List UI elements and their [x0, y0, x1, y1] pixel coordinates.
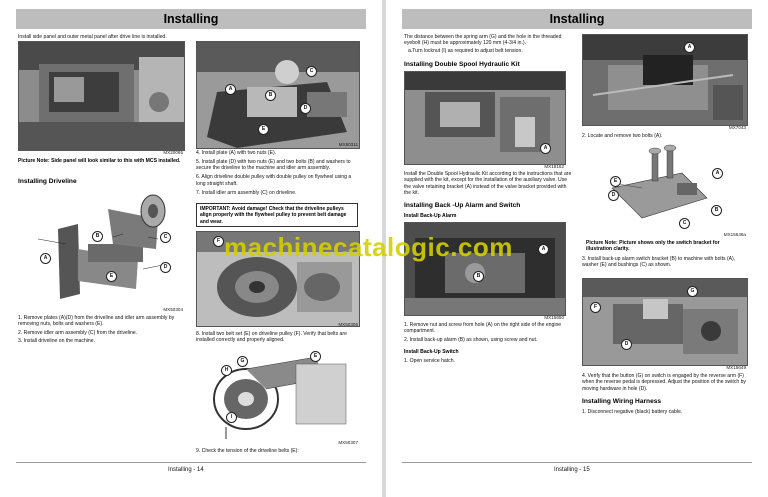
right-page-footer: Installing - 15 [554, 467, 590, 473]
switch-step-4: 4. Verify that the button (G) on switch is engaged by the reverse arm (F) when the reverse pedal is depressed. Adjust the position of the switch by moving hardware in hole (D). [582, 373, 746, 392]
alarm-step-1: 1. Remove nut and screw from hole (A) on the right side of the engine compartment. [404, 322, 562, 335]
left-steps-1-3 [18, 315, 183, 345]
img3-callout-b: B [265, 90, 276, 101]
img10-callout-d: D [621, 339, 632, 350]
switch-step-3: 3. Install back-up alarm switch bracket (B) to machine with bolts (A), washer (E) and bushings (C) as shown. [582, 256, 736, 269]
img5-callout-g: G [237, 356, 248, 367]
driveline-diagram [18, 189, 183, 306]
alarm-steps [404, 322, 574, 343]
wiring-step-1: 1. Disconnect negative (black) battery cable. [582, 409, 683, 415]
spool-instructions: Install the Double Spool Hydraulic Kit according to the instructions that are supplied with the kit, except for the installation of the auxiliary valve. Use the valve retaining bracket (A) instead of the valve bracket provided with the kit. [404, 171, 572, 197]
img1-picture-note: Picture Note: Side panel will look similar to this with MCS installed. [18, 158, 181, 164]
img2-callout-a: A [40, 253, 51, 264]
install-alarm-subhead: Install Back-Up Alarm [404, 213, 457, 219]
wiring-harness-heading: Installing Wiring Harness [582, 398, 662, 405]
img5-callout-i: I [226, 412, 237, 423]
img3-caption: MX50311 [338, 142, 358, 147]
step-8: 8. Install two belt set (E) on driveline pulley (F). Verify that belts are installed correctly and properly aligned. [196, 331, 347, 344]
img10-caption: MX15649 [726, 365, 746, 370]
switch-bracket-diagram [582, 143, 746, 231]
belt-tension-diagram [196, 349, 358, 439]
installing-driveline-heading: Installing Driveline [18, 178, 77, 185]
img9-callout-d: D [608, 190, 619, 201]
left-footer-divider [16, 462, 366, 463]
img2-callout-d: D [160, 262, 171, 273]
img2-callout-b: B [92, 231, 103, 242]
img9-callout-c: C [679, 218, 690, 229]
img10-callout-g: G [687, 286, 698, 297]
img5-callout-e: E [310, 351, 321, 362]
step-5: 5. Install plate (D) with two nuts (E) and two bolts (B) and washers to secure the driveline to the machine and idler arm assembly. [196, 158, 351, 172]
important-notice: IMPORTANT: Avoid damage! Check that the driveline pulleys align properly with the flywheel pulley to prevent belt damage and wear. [196, 203, 358, 227]
img9-picture-note: Picture Note: Picture shows only the switch bracket for illustration clarity. [586, 240, 720, 253]
right-intro-text: The distance between the spring arm (G) and the hole in the threaded eyebolt (H) must be approximately 120 mm (4-3/4 in.). [404, 34, 562, 47]
plate-install-photo [196, 41, 360, 149]
img10-callout-f: F [590, 302, 601, 313]
img7-callout-b: B [473, 271, 484, 282]
img2-callout-e: E [106, 271, 117, 282]
step-1: 1. Remove plates (A)(D) from the driveline and idler arm assembly by removing nuts, bolts and washers (E). [18, 315, 175, 328]
step-9: 9. Check the tension of the driveline belts (E): [196, 448, 299, 454]
img9-callout-e: E [610, 176, 621, 187]
img4-callout-f: F [213, 236, 224, 247]
img7-caption: MX15650 [544, 315, 564, 320]
img9-caption: MX15648a [723, 232, 746, 237]
img9-callout-a: A [712, 168, 723, 179]
double-spool-heading: Installing Double Spool Hydraulic Kit [404, 61, 520, 68]
service-hatch-photo [582, 34, 748, 126]
left-page-footer: Installing - 14 [168, 467, 204, 473]
left-intro-text: Install side panel and outer metal panel after drive line is installed. [18, 34, 167, 40]
side-panel-photo [18, 41, 185, 151]
img3-callout-c: C [306, 66, 317, 77]
img6-caption: MX18162 [544, 164, 564, 169]
watermark-text: machinecatalogic.com [224, 232, 513, 262]
right-page-header [402, 9, 752, 29]
install-switch-subhead: Install Back-Up Switch [404, 349, 459, 355]
img8-callout-a: A [684, 42, 695, 53]
img2-caption: MX50304 [163, 307, 183, 312]
step-4: 4. Install plate (A) with two nuts (E). [196, 150, 277, 156]
switch-engaged-photo [582, 278, 748, 366]
switch-step-1: 1. Open service hatch. [404, 358, 455, 364]
img2-callout-c: C [160, 232, 171, 243]
img3-callout-e: E [258, 124, 269, 135]
backup-alarm-heading: Installing Back -Up Alarm and Switch [404, 202, 521, 209]
step-3: 3. Install driveline on the machine. [18, 338, 96, 345]
left-header-title: Installing [163, 12, 219, 26]
right-intro-step-a: a.Turn locknut (I) as required to adjust belt tension. [408, 48, 523, 54]
alarm-step-2: 2. Install back-up alarm (B) as shown, using screw and nut. [404, 336, 538, 343]
img3-callout-a: A [225, 84, 236, 95]
img1-caption: MX20065 [163, 150, 183, 155]
img9-callout-b: B [711, 205, 722, 216]
img3-callout-d: D [300, 103, 311, 114]
right-header-title: Installing [549, 12, 605, 26]
step-7: 7. Install idler arm assembly (C) on driveline. [196, 189, 297, 196]
img6-callout-a: A [540, 143, 551, 154]
right-footer-divider [402, 462, 752, 463]
step-6: 6. Align driveline double pulley with double pulley on flywheel using a long straight shaft. [196, 174, 352, 187]
img5-caption: MX50307 [338, 440, 358, 445]
img8-caption: MX7043 [728, 125, 746, 130]
img7-callout-a: A [538, 244, 549, 255]
step-2: 2. Remove idler arm assembly (C) from the driveline. [18, 329, 138, 336]
left-steps-4-7 [196, 150, 362, 196]
img4-caption: MX50306 [338, 322, 358, 327]
img5-callout-h: H [221, 365, 232, 376]
switch-step-2: 2. Locate and remove two bolts (A). [582, 133, 663, 139]
left-page-header [16, 9, 366, 29]
